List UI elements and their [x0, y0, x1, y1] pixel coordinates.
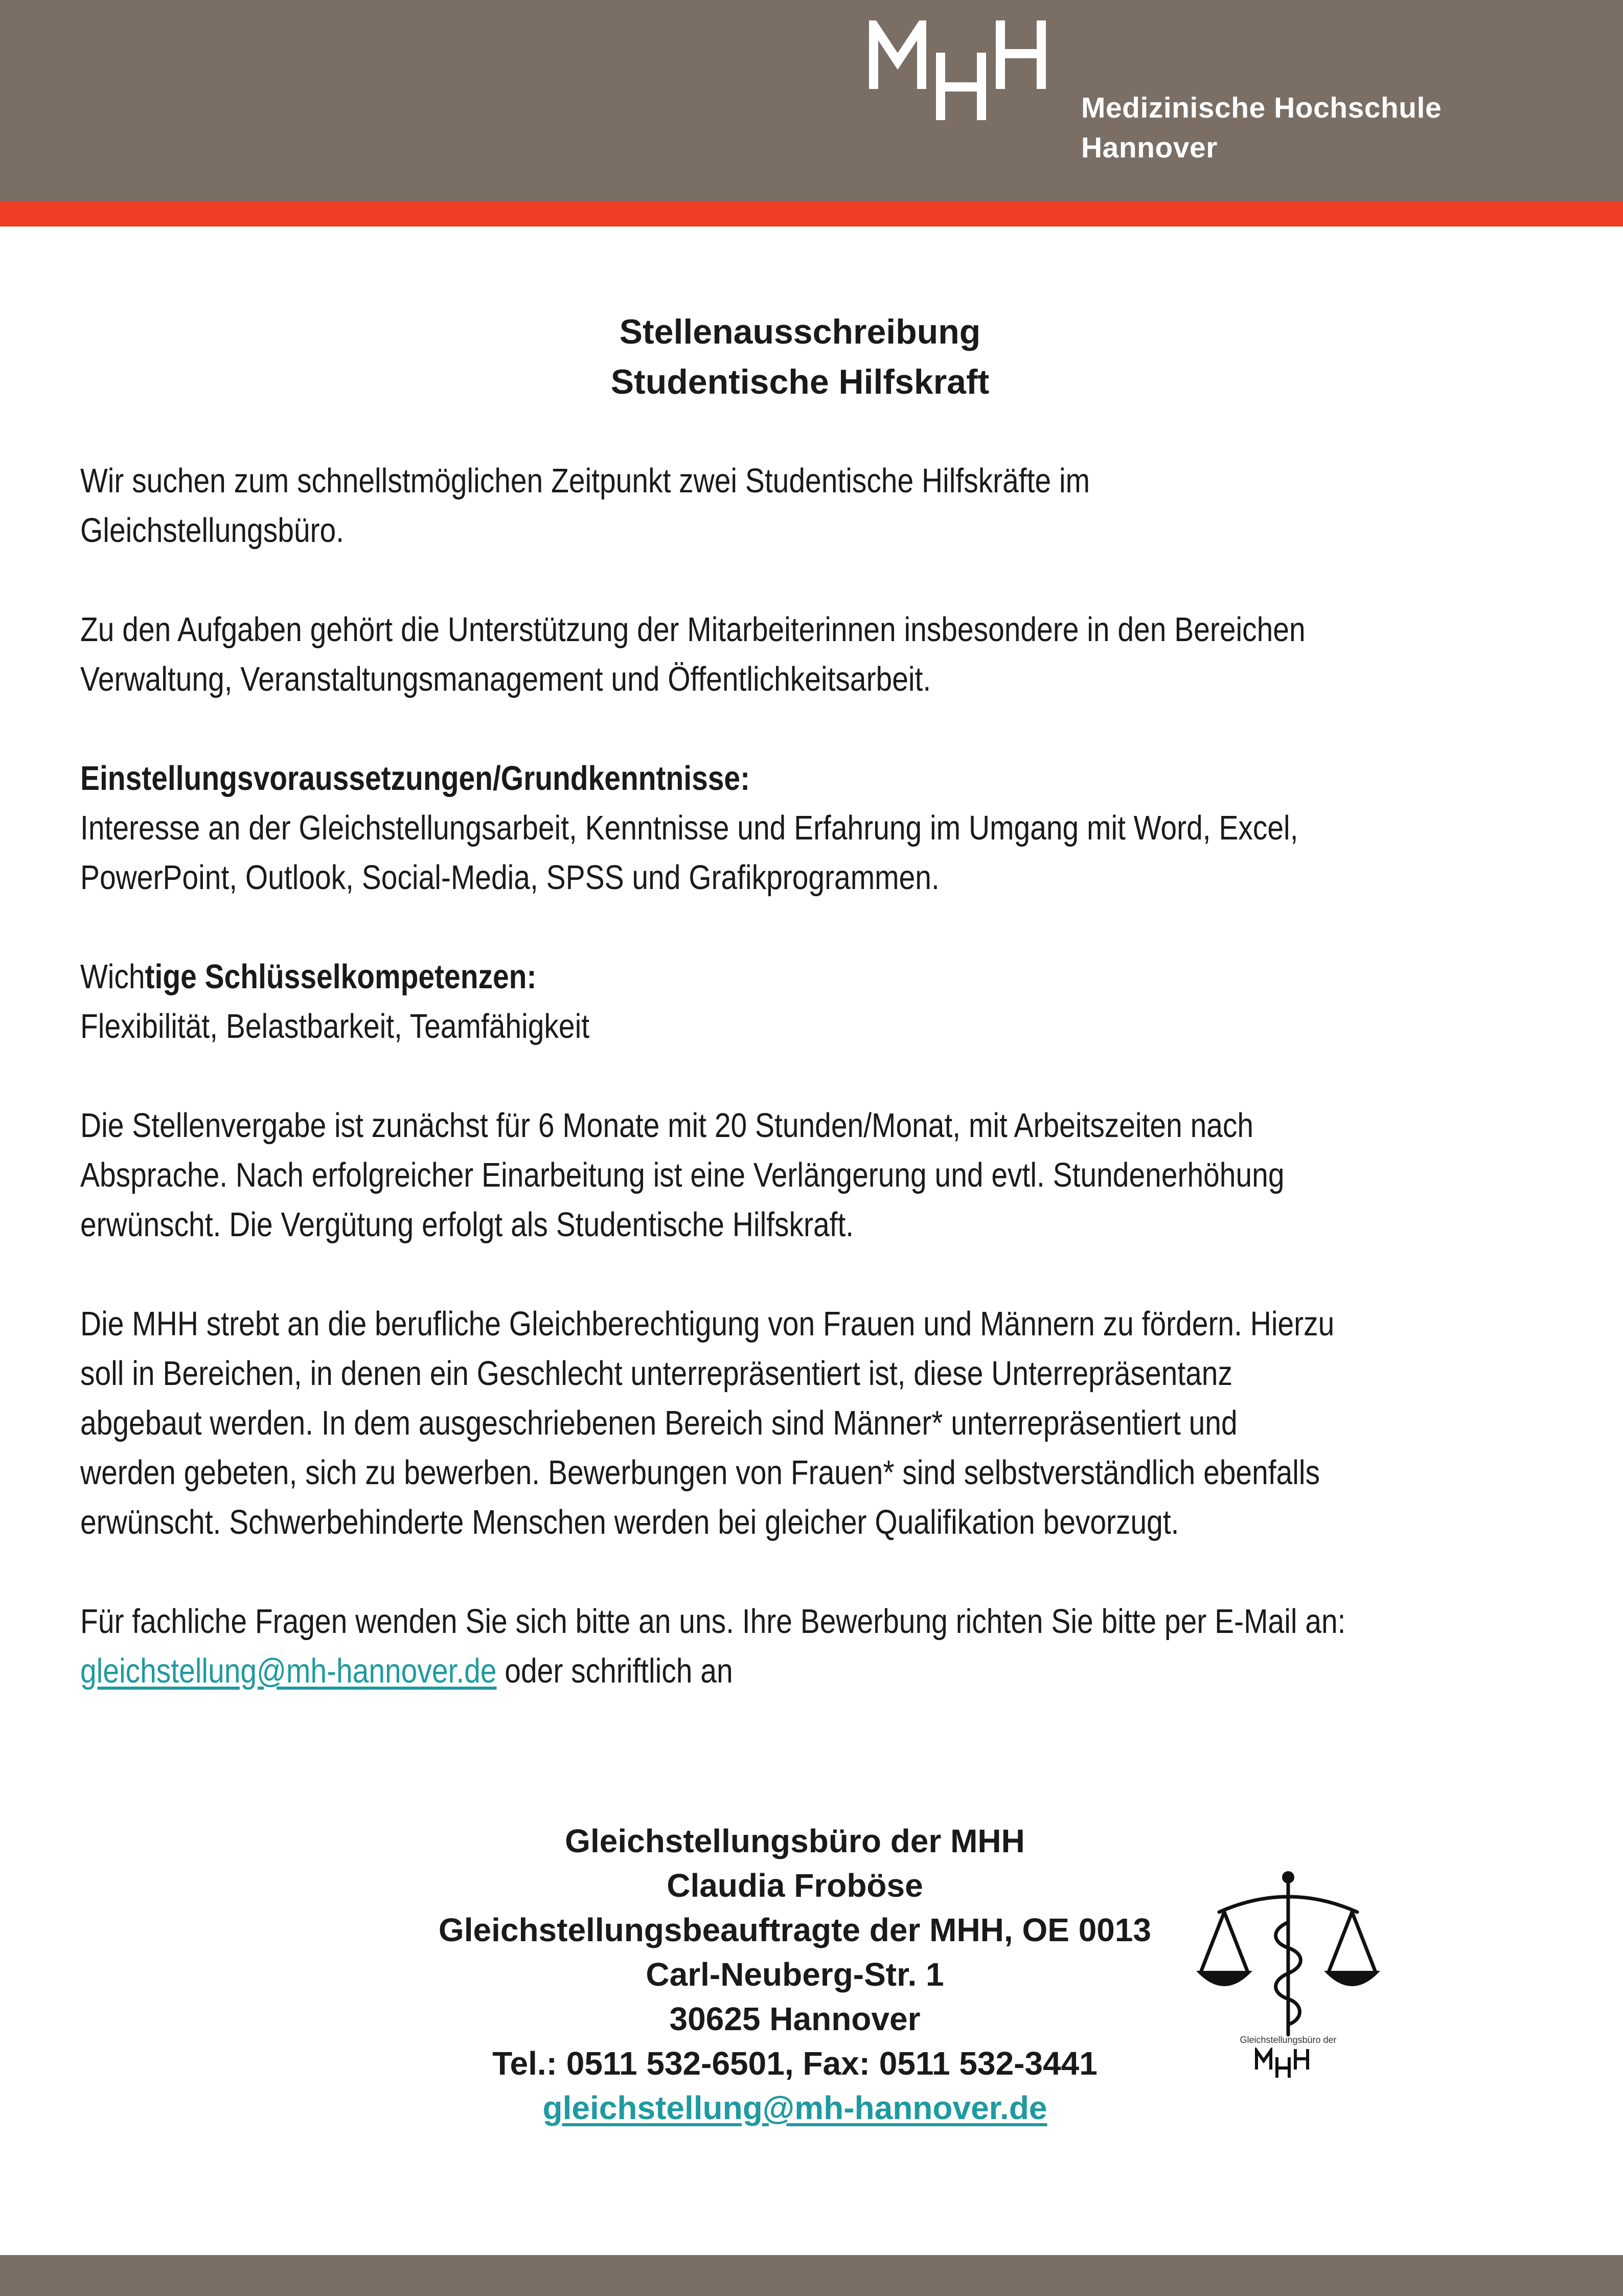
contact-office: Gleichstellungsbüro der MHH	[565, 1823, 1025, 1859]
contact-city: 30625 Hannover	[669, 2001, 921, 2037]
equality-line: werden gebeten, sich zu bewerben. Bewerbungen von Frauen* sind selbstverständlich ebenfalls	[80, 1453, 1320, 1492]
intro-line: Wir suchen zum schnellstmöglichen Zeitpunkt zwei Studentische Hilfskräfte im	[80, 462, 1090, 500]
competencies-section	[80, 952, 1340, 1051]
requirements-line: PowerPoint, Outlook, Social-Media, SPSS und Grafikprogrammen.	[80, 858, 940, 897]
requirements-heading: Einstellungsvoraussetzungen/Grundkenntnisse:	[80, 759, 750, 798]
terms-line: erwünscht. Die Vergütung erfolgt als Studentische Hilfskraft.	[80, 1206, 854, 1244]
emblem-caption: Gleichstellungsbüro der	[1240, 2035, 1337, 2045]
contact-role: Gleichstellungsbeauftragte der MHH, OE 0013	[438, 1912, 1152, 1948]
competencies-heading	[80, 958, 536, 996]
terms-line: Die Stellenvergabe ist zunächst für 6 Monate mit 20 Stunden/Monat, mit Arbeitszeiten nach	[80, 1106, 1254, 1145]
mhh-small-logo-icon	[1252, 2048, 1314, 2078]
terms-paragraph	[80, 1101, 1340, 1249]
contact-street: Carl-Neuberg-Str. 1	[646, 1956, 944, 1993]
apply-paragraph	[80, 1597, 1346, 1696]
page-title-line2: Studentische Hilfskraft	[610, 362, 990, 401]
equality-line: erwünscht. Schwerbehinderte Menschen werden bei gleicher Qualifikation bevorzugt.	[80, 1503, 1179, 1541]
mhh-logo-icon	[864, 20, 1058, 123]
terms-line: Absprache. Nach erfolgreicher Einarbeitung ist eine Verlängerung und evtl. Stundenerhöhung	[80, 1156, 1285, 1194]
equality-line: abgebaut werden. In dem ausgeschriebenen Bereich sind Männer* unterrepräsentiert und	[80, 1404, 1238, 1442]
competencies-list: Flexibilität, Belastbarkeit, Teamfähigkeit	[80, 1007, 590, 1045]
institution-name	[1081, 88, 1442, 168]
intro-paragraph	[80, 456, 1340, 555]
tasks-line: Zu den Aufgaben gehört die Unterstützung der Mitarbeiterinnen insbesondere in den Bereichen	[80, 610, 1306, 649]
apply-email-link[interactable]: gleichstellung@mh-hannover.de	[80, 1652, 497, 1690]
tasks-line: Verwaltung, Veranstaltungsmanagement und Öffentlichkeitsarbeit.	[80, 660, 931, 698]
page-title	[0, 307, 1600, 407]
equality-paragraph	[80, 1299, 1340, 1547]
competencies-heading-bold: tige Schlüsselkompetenzen:	[145, 958, 537, 996]
apply-line: Für fachliche Fragen wenden Sie sich bitte an uns. Ihre Bewerbung richten Sie bitte per E-Mail an:	[80, 1602, 1346, 1641]
requirements-line: Interesse an der Gleichstellungsarbeit, Kenntnisse und Erfahrung im Umgang mit Word, Excel,	[80, 809, 1298, 847]
competencies-heading-regular: Wich	[80, 958, 145, 996]
page-title-line1: Stellenausschreibung	[619, 312, 981, 351]
contact-email-link[interactable]: gleichstellung@mh-hannover.de	[542, 2089, 1047, 2126]
requirements-section	[80, 754, 1340, 902]
intro-line: Gleichstellungsbüro.	[80, 511, 345, 550]
equality-line: Die MHH strebt an die berufliche Gleichberechtigung von Frauen und Männern zu fördern. Hierzu	[80, 1305, 1335, 1343]
contact-phone-fax: Tel.: 0511 532-6501, Fax: 0511 532-3441	[492, 2045, 1098, 2082]
apply-suffix: oder schriftlich an	[496, 1652, 733, 1690]
equality-line: soll in Bereichen, in denen ein Geschlecht unterrepräsentiert ist, diese Unterrepräsentanz	[80, 1354, 1232, 1393]
footer-bar	[0, 2255, 1623, 2296]
apply-email-line	[80, 1652, 733, 1690]
tasks-paragraph	[80, 605, 1340, 704]
institution-name-line1: Medizinische Hochschule	[1081, 92, 1442, 124]
job-description	[80, 456, 1346, 1745]
header-accent-stripe	[0, 201, 1623, 226]
contact-name: Claudia Froböse	[667, 1867, 923, 1904]
institution-name-line2: Hannover	[1081, 131, 1218, 164]
